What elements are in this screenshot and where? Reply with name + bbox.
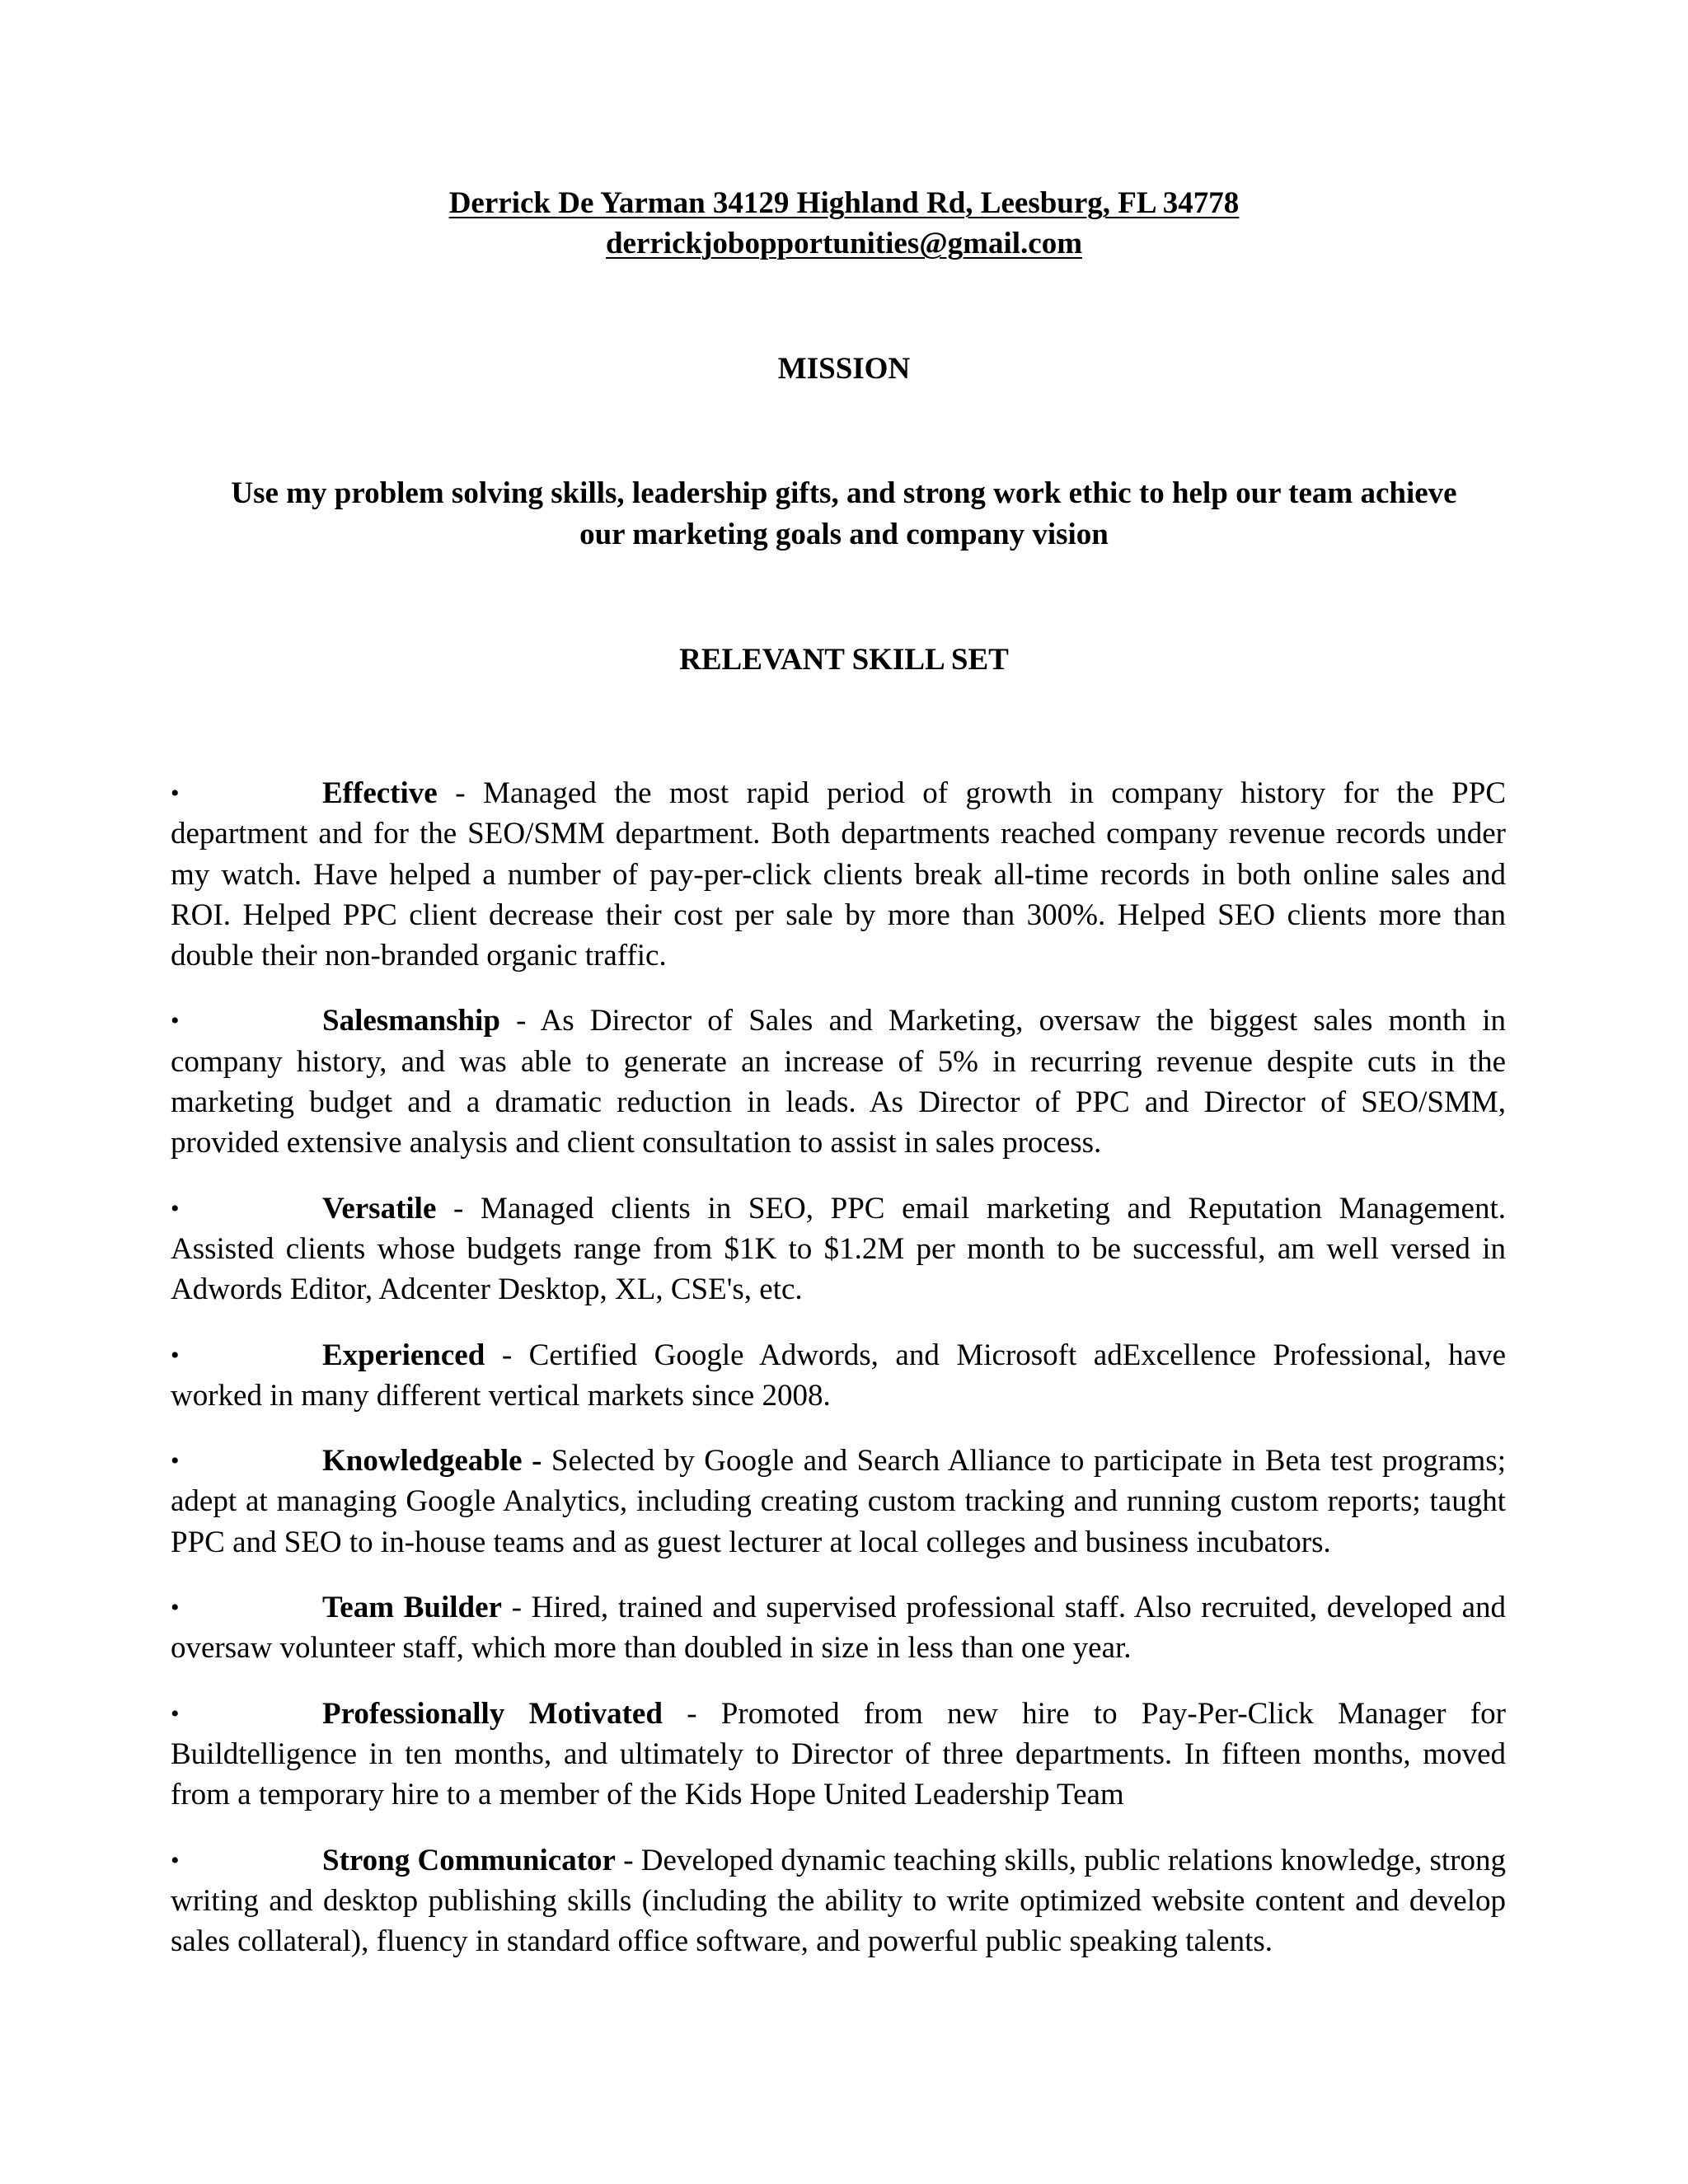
skill-description: - Managed the most rapid period of growth in company history for the PPC department and for the SEO/SMM department. Both departments reached company revenue records under my watch. Have helped a number of pay-per-click clients break all-time records in both online sales and ROI. Helped PPC client decrease their cost per sale by more than 300%. Helped SEO clients more than double their non-branded organic traffic. <box>171 776 1506 973</box>
skill-description: - Developed dynamic teaching skills, public relations knowledge, strong writing and desktop publishing skills (including the ability to write optimized website content and develop sales collateral), fluency in standard office software, and powerful public speaking talents. <box>171 1843 1507 1959</box>
mission-heading: MISSION <box>777 352 911 386</box>
skill-description: - Certified Google Adwords, and Microsoft adExcellence Professional, have worked in many different vertical markets since 2008. <box>171 1338 1506 1413</box>
bullet-icon: • <box>171 1007 180 1035</box>
bullet-icon: • <box>171 1594 180 1622</box>
skill-description: Selected by Google and Search Alliance to participate in Beta test programs; adept at managing Google Analytics, including creating custom tracking and running custom reports; taught PPC and SEO to in-house teams and as guest lecturer at local colleges and business incubators. <box>171 1444 1506 1559</box>
skill-name: Experienced <box>322 1338 485 1372</box>
skill-item-professionally-motivated <box>171 1694 1506 1816</box>
skill-description: - Promoted from new hire to Pay-Per-Click Manager for Buildtelligence in ten months, and ultimately to Director of three departments. In fifteen months, moved from a temporary hire to a member of the Kids Hope United Leadership Team <box>171 1696 1506 1812</box>
contact-address-line <box>0 184 1688 223</box>
mission-line-2: our marketing goals and company vision <box>579 518 1109 551</box>
bullet-icon: • <box>171 1699 180 1727</box>
skill-name: Effective <box>322 776 438 810</box>
skill-description: - Managed clients in SEO, PPC email marketing and Reputation Management. Assisted clients whose budgets range from $1K to $1.2M per month to be successful, am well versed in Adwords Editor, Adcenter Desktop, XL, CSE's, etc. <box>171 1191 1506 1307</box>
skill-name: Team Builder <box>322 1591 502 1625</box>
skill-name: Versatile <box>322 1191 437 1226</box>
skill-item-versatile <box>171 1188 1506 1310</box>
skill-name: Professionally Motivated <box>322 1696 663 1731</box>
contact-address: Derrick De Yarman 34129 Highland Rd, Leesburg, FL 34778 <box>448 186 1240 220</box>
bullet-icon: • <box>171 780 180 807</box>
skill-name: Salesmanship <box>322 1004 500 1038</box>
skill-item-strong-communicator <box>171 1840 1506 1962</box>
bullet-icon: • <box>171 1846 180 1874</box>
bullet-icon: • <box>171 1447 180 1475</box>
bullet-icon: • <box>171 1194 180 1222</box>
skills-list <box>171 773 1506 1986</box>
skill-item-knowledgeable <box>171 1441 1506 1563</box>
skill-name: Knowledgeable - <box>322 1444 542 1479</box>
skill-item-experienced <box>171 1335 1506 1417</box>
skill-item-team-builder <box>171 1587 1506 1669</box>
bullet-icon: • <box>171 1341 180 1369</box>
contact-email-line <box>0 224 1688 264</box>
skill-name: Strong Communicator <box>322 1843 616 1877</box>
skill-description: - As Director of Sales and Marketing, oversaw the biggest sales month in company history, and was able to generate an increase of 5% in recurring revenue despite cuts in the marketing budget and a dramatic reduction in leads. As Director of PPC and Director of SEO/SMM, provided extensive analysis and client consultation to assist in sales process. <box>171 1004 1506 1160</box>
contact-email[interactable]: derrickjobopportunities@gmail.com <box>605 227 1083 260</box>
skill-description: - Hired, trained and supervised professional staff. Also recruited, developed and oversaw volunteer staff, which more than doubled in size in less than one year. <box>171 1591 1506 1666</box>
mission-line-1: Use my problem solving skills, leadership gifts, and strong work ethic to help our team achieve <box>231 476 1457 510</box>
skill-item-effective <box>171 773 1506 976</box>
skill-item-salesmanship <box>171 1001 1506 1163</box>
skills-heading: RELEVANT SKILL SET <box>679 643 1009 677</box>
mission-statement <box>148 473 1540 555</box>
